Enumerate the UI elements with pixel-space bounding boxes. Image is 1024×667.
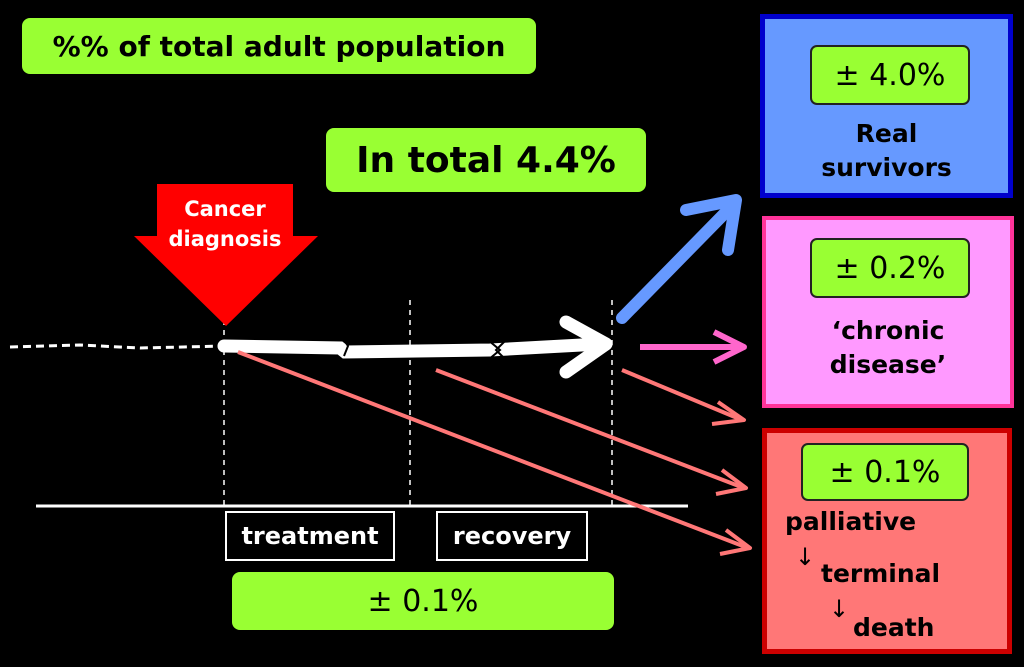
survivors-line-1: Real: [855, 119, 918, 148]
survivors-label: [765, 117, 1008, 185]
pre-diagnosis-line: [10, 345, 224, 348]
phase-percentage-label: ± 0.1%: [232, 572, 614, 630]
palliative-percentage: ± 0.1%: [801, 443, 969, 501]
diagnosis-line-2: diagnosis: [168, 227, 282, 251]
death-arrow-from-recovery-end: [622, 370, 742, 420]
terminal-stage-label: terminal: [821, 559, 941, 588]
main-pathway-arrow: [224, 344, 600, 352]
chronic-outcome-box: [762, 216, 1014, 408]
chronic-line-2: disease’: [829, 350, 947, 379]
palliative-outcome-box: [762, 428, 1012, 654]
survivors-outcome-box: [760, 14, 1013, 198]
diagnosis-label: [150, 194, 300, 254]
population-title: %% of total adult population: [22, 18, 536, 74]
chronic-label: [766, 314, 1010, 382]
death-stage-label: death: [853, 613, 935, 642]
down-arrow-icon: ↓: [795, 543, 816, 571]
death-arrow-from-recovery: [436, 370, 744, 488]
down-arrow-icon: ↓: [829, 595, 850, 623]
recovery-phase-label: recovery: [436, 511, 588, 561]
survivor-arrow-shaft: [622, 212, 726, 318]
treatment-phase-label: treatment: [225, 511, 395, 561]
survivors-line-2: survivors: [821, 153, 952, 182]
palliative-stage-label: palliative: [785, 507, 917, 536]
diagnosis-line-1: Cancer: [184, 197, 266, 221]
chronic-line-1: ‘chronic: [831, 316, 945, 345]
survivors-percentage: ± 4.0%: [810, 45, 970, 105]
total-percentage-label: In total 4.4%: [326, 128, 646, 192]
chronic-percentage: ± 0.2%: [810, 238, 970, 298]
